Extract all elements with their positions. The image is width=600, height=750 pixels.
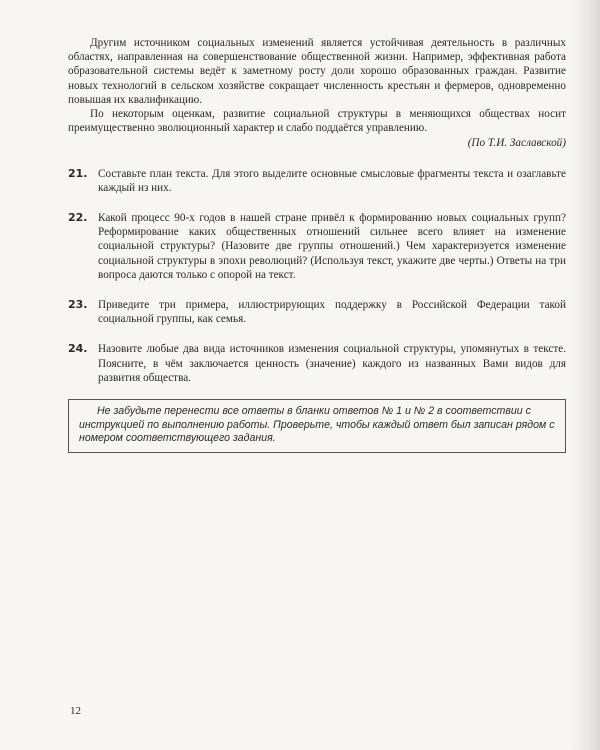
task-text: Назовите любые два вида источников изменения социальной структуры, упомянутых в тексте. Поясните, в чём заключается ценность (значение) каждого из названных Вами видов для развития общества. (98, 343, 566, 384)
passage-paragraph: По некоторым оценкам, развитие социальной структуры в меняющихся обществах носит преимущественно эволюционный характер и слабо поддаётся управлению. (68, 108, 566, 135)
task-number: 23. (68, 298, 88, 312)
task-text: Составьте план текста. Для этого выделите основные смысловые фрагменты текста и озаглавьте каждый из них. (98, 167, 566, 194)
page-content (68, 36, 566, 453)
task-number: 24. (68, 342, 88, 356)
task-24 (68, 342, 566, 385)
task-number: 22. (68, 211, 88, 225)
page-number: 12 (70, 705, 81, 717)
task-22 (68, 211, 566, 282)
task-21 (68, 167, 566, 195)
page-edge-shadow (570, 0, 600, 750)
instruction-note-box: Не забудьте перенести все ответы в бланки ответов № 1 и № 2 в соответствии с инструкцией по выполнению работы. Проверьте, чтобы каждый ответ был записан рядом с номером соответствующего задания. (68, 399, 566, 453)
task-text: Какой процесс 90-х годов в нашей стране привёл к формированию новых социальных групп? Реформирование каких общественных отношений сильнее всего влияет на изменение социальной структуры? (Назовите две группы отношений.) Чем характеризуется изменение социальной структуры в эпохи революций? (Используя текст, укажите две черты.) Ответы на три вопроса даются только с опорой на текст. (98, 212, 566, 281)
task-number: 21. (68, 166, 88, 180)
task-23 (68, 298, 566, 326)
task-text: Приведите три примера, иллюстрирующих поддержку в Российской Федерации такой социальной группы, как семья. (98, 299, 566, 326)
passage-paragraph: Другим источником социальных изменений является устойчивая деятельность в различных областях, направленная на совершенствование общественной жизни. Например, эффективная работа образовательной системы ведёт к заметному росту доли хорошо образованных граждан. Развитие новых технологий в сельском хозяйстве сокращает численность крестьян и фермеров, одновременно повышая их квалификацию. (68, 37, 566, 106)
passage-source: (По Т.И. Заславской) (467, 137, 566, 150)
